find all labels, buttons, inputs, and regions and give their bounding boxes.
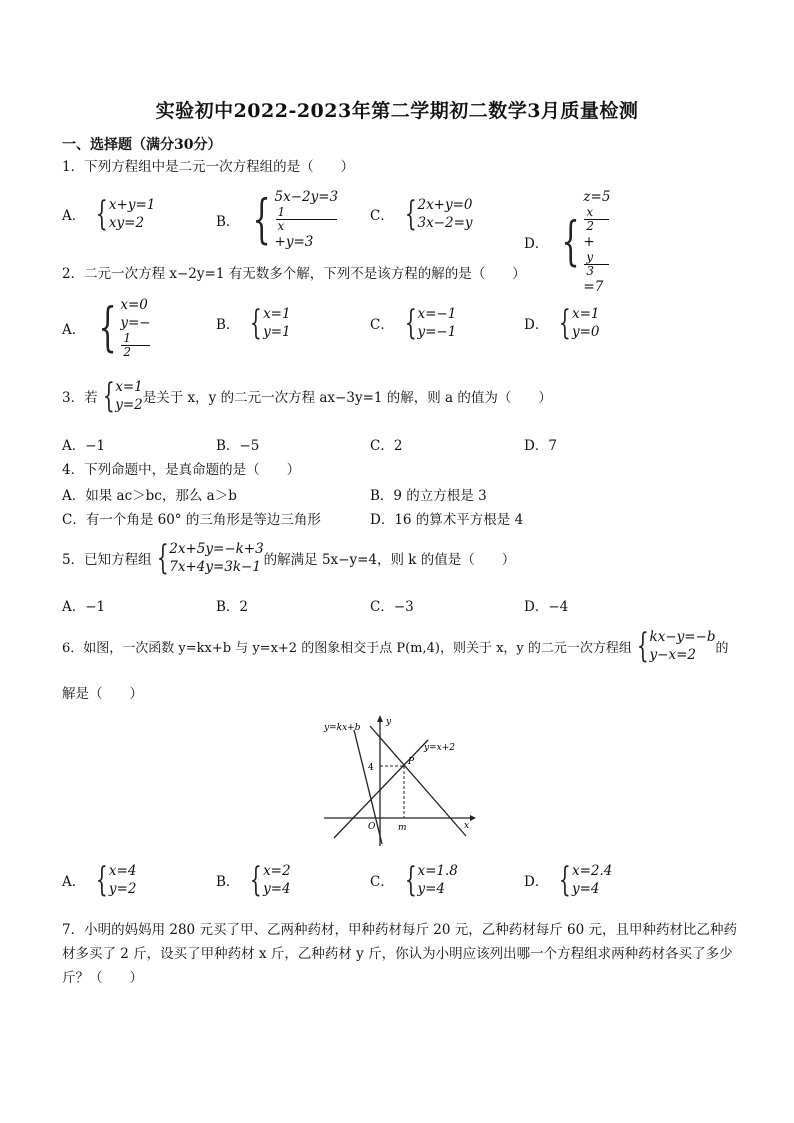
q1-option-b[interactable]: B． { 5x−2y=3 1 x +y=3 [216,189,339,250]
label-origin: O [368,822,376,832]
line-x-plus-2 [334,740,428,838]
q2-option-d[interactable]: D． { x=1 y=0 [524,303,600,343]
q4-option-d[interactable]: D．16 的算术平方根是 4 [370,512,524,528]
q2-option-a[interactable]: A． { x=0 y=− 1 2 [62,297,151,359]
section-heading: 一、选择题（满分30分） [62,137,222,153]
q3-option-c[interactable]: C．2 [370,438,403,454]
label-kx-b: y=kx+b [324,723,361,733]
q2-option-c[interactable]: C． { x=−1 y=−1 [370,303,457,343]
label-four: 4 [368,763,374,773]
q6-option-a[interactable]: A． { x=4 y=2 [62,860,137,900]
q3-option-a[interactable]: A．−1 [62,438,106,454]
x-axis-arrow [470,815,476,821]
q6-option-d[interactable]: D． { x=2.4 y=4 [524,860,613,900]
page-title: 实验初中2022-2023年第二学期初二数学3月质量检测 [155,100,639,122]
q6-stem: 6．如图，一次函数 y=kx+b 与 y=x+2 的图象相交于点 P(m,4)，则关于 x，y 的二元一次方程组 { kx−y=−b y−x=2 的 [62,626,729,666]
label-x: x [464,821,470,831]
q6-stem-line2: 解是（ ） [62,686,143,702]
label-x-plus-2: y=x+2 [424,743,455,753]
q1-option-a[interactable]: A． { x+y=1 xy=2 [62,194,156,234]
label-y: y [386,717,392,727]
q1-option-d[interactable]: D． { z=5 x 2 + y 3 =7 [524,189,611,295]
q1-stem: 1．下列方程组中是二元一次方程组的是（ ） [62,159,355,175]
q3-stem: 3．若 { x=1 y=2 是关于 x，y 的二元一次方程 ax−3y=1 的解，则 a 的值为（ ） [62,376,552,416]
q5-option-a[interactable]: A．−1 [62,599,106,615]
q1-option-c[interactable]: C． { 2x+y=0 3x−2=y [370,194,473,234]
q4-option-b[interactable]: B．9 的立方根是 3 [370,488,487,504]
q4-option-a[interactable]: A．如果 ac＞bc，那么 a＞b [62,488,237,504]
q3-option-b[interactable]: B．−5 [216,438,260,454]
q7-text: 7．小明的妈妈用 280 元买了甲、乙两种药材，甲种药材每斤 20 元，乙种药材每斤 60 元，且甲种药材比乙种药材多买了 2 斤，设买了甲种药材 x 斤，乙种药材 y 斤，你认为小明应该列出哪一个方程组求两种药材各买了多少斤？（ ） [62,922,737,986]
label-m: m [398,823,407,833]
y-axis-arrow [377,715,383,722]
q6-option-b[interactable]: B． { x=2 y=4 [216,860,291,900]
q4-option-c[interactable]: C．有一个角是 60° 的三角形是等边三角形 [62,512,321,528]
q5-option-d[interactable]: D．−4 [524,599,569,615]
q6-option-c[interactable]: C． { x=1.8 y=4 [370,860,458,900]
q2-option-b[interactable]: B． { x=1 y=1 [216,303,291,343]
q6-figure [320,712,480,850]
q5-stem: 5．已知方程组 { 2x+5y=−k+3 7x+4y=3k−1 的解满足 5x−y=4，则 k 的值是（ ） [62,538,516,578]
q3-option-d[interactable]: D．7 [524,438,557,454]
label-p: P [408,757,415,767]
q2-stem: 2．二元一次方程 x−2y=1 有无数多个解，下列不是该方程的解的是（ ） [62,266,526,282]
q4-stem: 4．下列命题中，是真命题的是（ ） [62,462,301,478]
q5-option-c[interactable]: C．−3 [370,599,414,615]
q5-option-b[interactable]: B．2 [216,599,249,615]
